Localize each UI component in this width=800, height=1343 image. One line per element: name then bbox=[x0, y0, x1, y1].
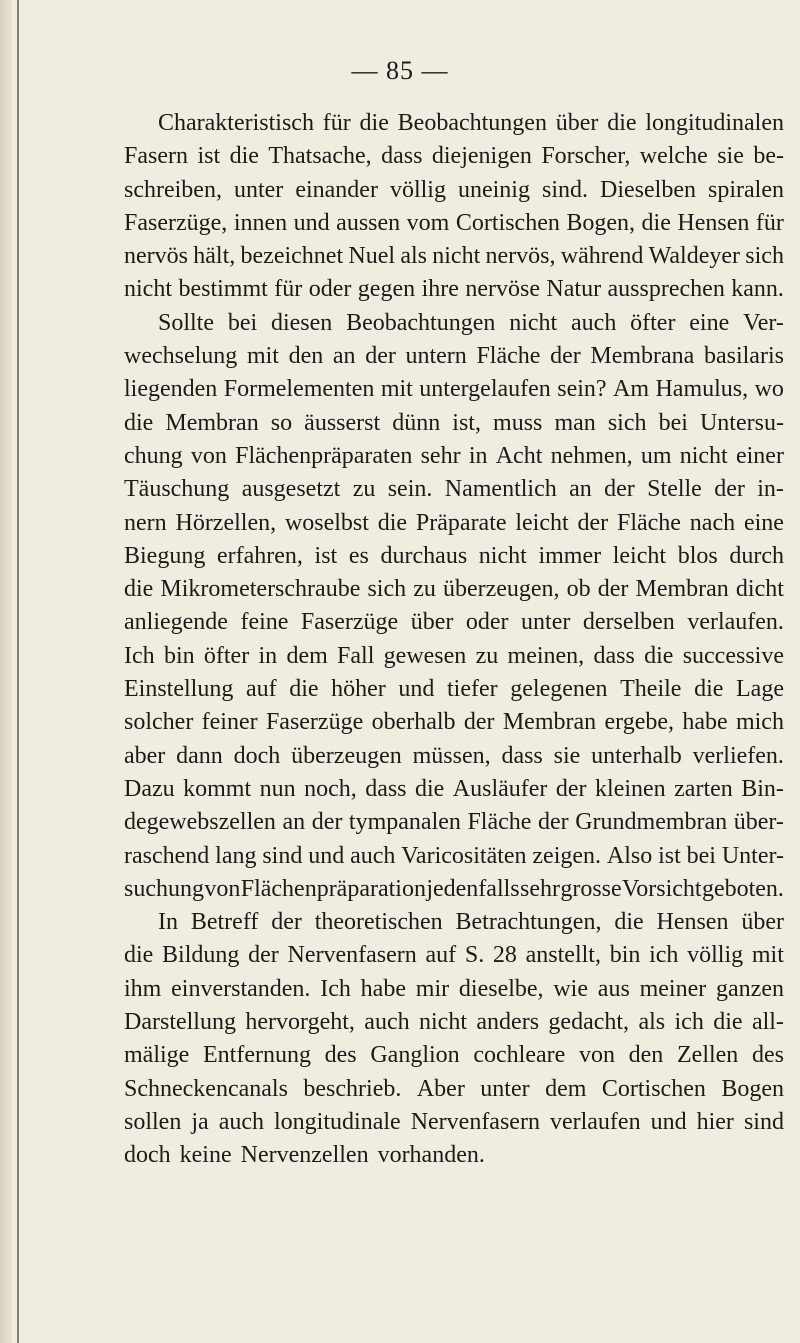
gutter-rule bbox=[17, 0, 19, 1343]
text-line: die Bildung der Nervenfasern auf S. 28 anstellt, bin ich völlig mit bbox=[124, 942, 784, 969]
text-line: solcher feiner Faserzüge oberhalb der Membran ergebe, habe mich bbox=[124, 709, 784, 736]
text-line: schreiben, unter einander völlig uneinig sind. Dieselben spiralen bbox=[124, 176, 784, 203]
text-line: raschend lang sind und auch Varicositäten zeigen. Also ist bei Unter- bbox=[124, 842, 784, 869]
text-line: Fasern ist die Thatsache, dass diejenigen Forscher, welche sie be- bbox=[124, 143, 784, 170]
text-line: degewebszellen an der tympanalen Fläche der Grundmembran über- bbox=[124, 809, 784, 836]
text-line: nicht bestimmt für oder gegen ihre nervöse Natur aussprechen kann. bbox=[124, 276, 784, 303]
text-line: Ich bin öfter in dem Fall gewesen zu meinen, dass die successive bbox=[124, 642, 784, 669]
text-line: suchung von Flächenpräparation jedenfalls sehr grosse Vorsicht geboten. bbox=[124, 875, 784, 902]
text-line: nern Hörzellen, woselbst die Präparate leicht der Fläche nach eine bbox=[124, 509, 784, 536]
text-line: nervös hält, bezeichnet Nuel als nicht nervös, während Waldeyer sich bbox=[124, 243, 784, 270]
text-line: Täuschung ausgesetzt zu sein. Namentlich an der Stelle der in- bbox=[124, 476, 784, 503]
text-line: wechselung mit den an der untern Fläche der Membrana basilaris bbox=[124, 343, 784, 370]
text-line: Charakteristisch für die Beobachtungen über die longitudinalen bbox=[158, 110, 784, 136]
text-line: aber dann doch überzeugen müssen, dass sie unterhalb verliefen. bbox=[124, 742, 784, 769]
text-line: ihm einverstanden. Ich habe mir dieselbe, wie aus meiner ganzen bbox=[124, 975, 784, 1002]
page-number: — 85 — bbox=[351, 56, 449, 85]
text-line: Faserzüge, innen und aussen vom Cortischen Bogen, die Hensen für bbox=[124, 209, 784, 236]
text-line: Einstellung auf die höher und tiefer gelegenen Theile die Lage bbox=[124, 676, 784, 703]
text-line: Sollte bei diesen Beobachtungen nicht auch öfter eine Ver- bbox=[158, 309, 784, 336]
text-line: liegenden Formelementen mit untergelaufen sein? Am Hamulus, wo bbox=[124, 376, 784, 403]
text-line: mälige Entfernung des Ganglion cochleare von den Zellen des bbox=[124, 1042, 784, 1069]
text-line: Dazu kommt nun noch, dass die Ausläufer der kleinen zarten Bin- bbox=[124, 775, 784, 802]
body-text bbox=[124, 107, 784, 1173]
text-line: die Mikrometerschraube sich zu überzeugen, ob der Membran dicht bbox=[124, 576, 784, 603]
text-line: Schneckencanals beschrieb. Aber unter dem Cortischen Bogen bbox=[124, 1075, 784, 1102]
text-line: Biegung erfahren, ist es durchaus nicht immer leicht blos durch bbox=[124, 542, 784, 569]
text-line: anliegende feine Faserzüge über oder unter derselben verlaufen. bbox=[124, 609, 784, 636]
text-line: doch keine Nervenzellen vorhanden. bbox=[124, 1142, 485, 1169]
text-line: chung von Flächenpräparaten sehr in Acht nehmen, um nicht einer bbox=[124, 442, 784, 469]
text-line: In Betreff der theoretischen Betrachtungen, die Hensen über bbox=[158, 909, 784, 936]
text-line: Darstellung hervorgeht, auch nicht anders gedacht, als ich die all- bbox=[124, 1009, 784, 1036]
text-line: die Membran so äusserst dünn ist, muss man sich bei Untersu- bbox=[124, 409, 784, 436]
text-line: sollen ja auch longitudinale Nervenfasern verlaufen und hier sind bbox=[124, 1108, 784, 1135]
page-gutter bbox=[0, 0, 12, 1343]
